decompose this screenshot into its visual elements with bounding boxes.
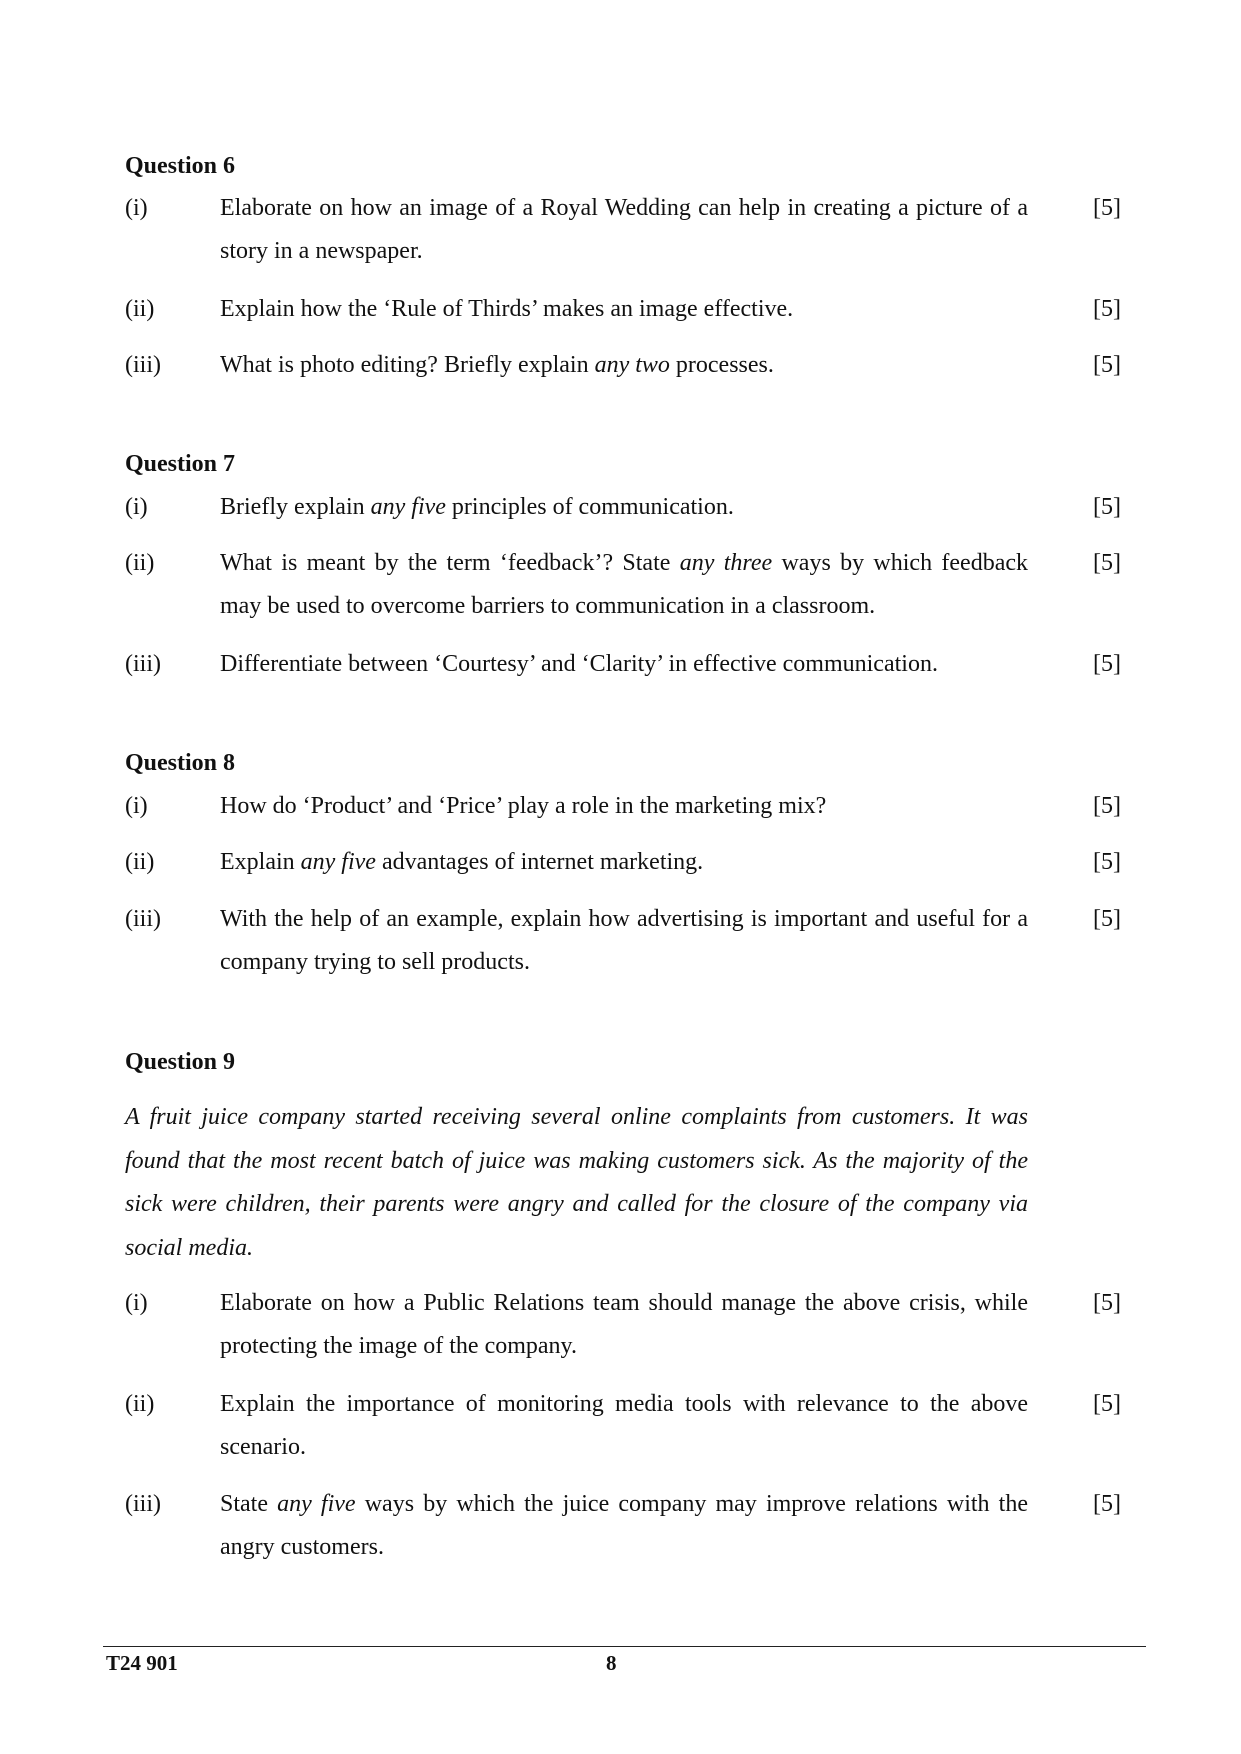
question-6-title: Question 6 — [125, 153, 236, 179]
part-number: (i) — [125, 1290, 148, 1316]
marks: [5] — [1093, 195, 1121, 221]
part-number: (i) — [125, 195, 148, 221]
page-number: 8 — [606, 1651, 617, 1675]
part-number: (i) — [125, 494, 148, 520]
part-number: (ii) — [125, 1391, 155, 1417]
part-text: With the help of an example, explain how advertising is important and useful for a company trying to sell products. — [220, 906, 1028, 975]
footer-divider — [103, 1646, 1146, 1647]
part-number: (i) — [125, 793, 148, 819]
part-number: (ii) — [125, 296, 155, 322]
question-9-scenario: A fruit juice company started receiving several online complaints from customers. It was found that the most recent batch of juice was making customers sick. As the majority of the sick were children, their parents were angry and called for the closure of the company via social media. — [125, 1104, 1028, 1261]
part-text: Differentiate between ‘Courtesy’ and ‘Clarity’ in effective communication. — [220, 651, 938, 677]
marks: [5] — [1093, 1391, 1121, 1417]
part-text: Explain any five advantages of internet marketing. — [220, 849, 704, 875]
part-text: Elaborate on how an image of a Royal Wedding can help in creating a picture of a story in a newspaper. — [220, 195, 1028, 264]
part-number: (iii) — [125, 906, 161, 932]
part-text: What is meant by the term ‘feedback’? State any three ways by which feedback may be used to overcome barriers to communication in a classroom. — [220, 550, 1029, 619]
marks: [5] — [1093, 1290, 1121, 1316]
part-text: Explain the importance of monitoring media tools with relevance to the above scenario. — [220, 1391, 1028, 1460]
marks: [5] — [1093, 296, 1121, 322]
marks: [5] — [1093, 494, 1121, 520]
part-text: State any five ways by which the juice company may improve relations with the angry customers. — [220, 1491, 1028, 1560]
question-8-title: Question 8 — [125, 750, 236, 776]
question-9-title: Question 9 — [125, 1049, 236, 1075]
part-number: (iii) — [125, 1491, 161, 1517]
marks: [5] — [1093, 906, 1121, 932]
marks: [5] — [1093, 849, 1121, 875]
paper-code: T24 901 — [106, 1651, 178, 1675]
part-text: Explain how the ‘Rule of Thirds’ makes an image effective. — [220, 296, 794, 322]
part-text: What is photo editing? Briefly explain any two processes. — [220, 352, 774, 378]
question-7-title: Question 7 — [125, 451, 236, 477]
part-text: Elaborate on how a Public Relations team should manage the above crisis, while protecting the image of the company. — [220, 1290, 1028, 1359]
part-text: Briefly explain any five principles of communication. — [220, 494, 734, 520]
marks: [5] — [1093, 550, 1121, 576]
part-number: (ii) — [125, 849, 155, 875]
marks: [5] — [1093, 793, 1121, 819]
part-number: (ii) — [125, 550, 155, 576]
marks: [5] — [1093, 352, 1121, 378]
part-text: How do ‘Product’ and ‘Price’ play a role in the marketing mix? — [220, 793, 827, 819]
part-number: (iii) — [125, 651, 161, 677]
marks: [5] — [1093, 651, 1121, 677]
marks: [5] — [1093, 1491, 1121, 1517]
part-number: (iii) — [125, 352, 161, 378]
